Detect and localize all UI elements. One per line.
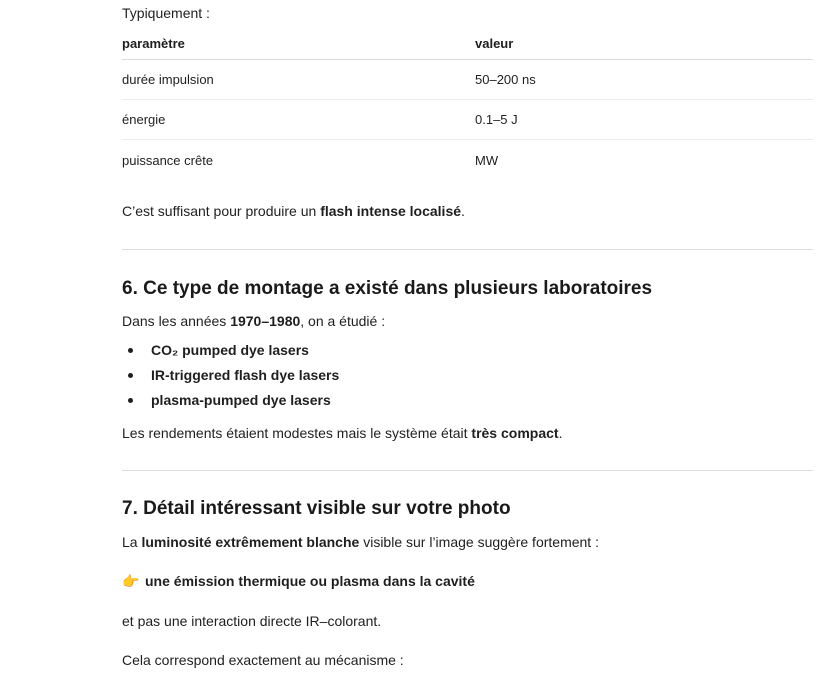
section-7-p3: Cela correspond exactement au mécanisme : (122, 652, 404, 668)
cell-value: 0.1–5 J (475, 112, 518, 127)
section-7-title: 7. Détail intéressant visible sur votre photo (122, 498, 511, 519)
section-6-intro: Dans les années 1970–1980, on a étudié : (122, 313, 386, 329)
section-7-highlight: 👉 une émission thermique ou plasma dans la cavité (122, 573, 475, 589)
header-value: valeur (475, 36, 514, 51)
table-row (122, 140, 813, 180)
section-6-title: 6. Ce type de montage a existé dans plusieurs laboratoires (122, 278, 653, 299)
table-row (122, 59, 813, 100)
cell-value: MW (475, 153, 499, 168)
cell-param: énergie (122, 112, 166, 127)
cell-value: 50–200 ns (475, 72, 536, 87)
laser-list (122, 341, 339, 416)
cell-param: durée impulsion (122, 72, 214, 87)
table-header (122, 35, 813, 60)
divider (122, 249, 813, 250)
cell-param: puissance crête (122, 153, 214, 168)
paragraph-flash: C’est suffisant pour produire un flash intense localisé. (122, 203, 465, 219)
section-7-p1: La luminosité extrêmement blanche visible sur l’image suggère fortement : (122, 534, 599, 550)
intro-text: Typiquement : (122, 5, 210, 21)
section-7-p2: et pas une interaction directe IR–colorant. (122, 613, 382, 629)
section-6-closing: Les rendements étaient modestes mais le système était très compact. (122, 425, 563, 441)
pointing-hand-icon: 👉 (122, 573, 140, 589)
list-item: plasma-pumped dye lasers (122, 391, 339, 416)
divider (122, 470, 813, 471)
header-param: paramètre (122, 36, 185, 51)
table-row (122, 99, 813, 140)
list-item: CO₂ pumped dye lasers (122, 341, 339, 366)
list-item: IR-triggered flash dye lasers (122, 366, 339, 391)
